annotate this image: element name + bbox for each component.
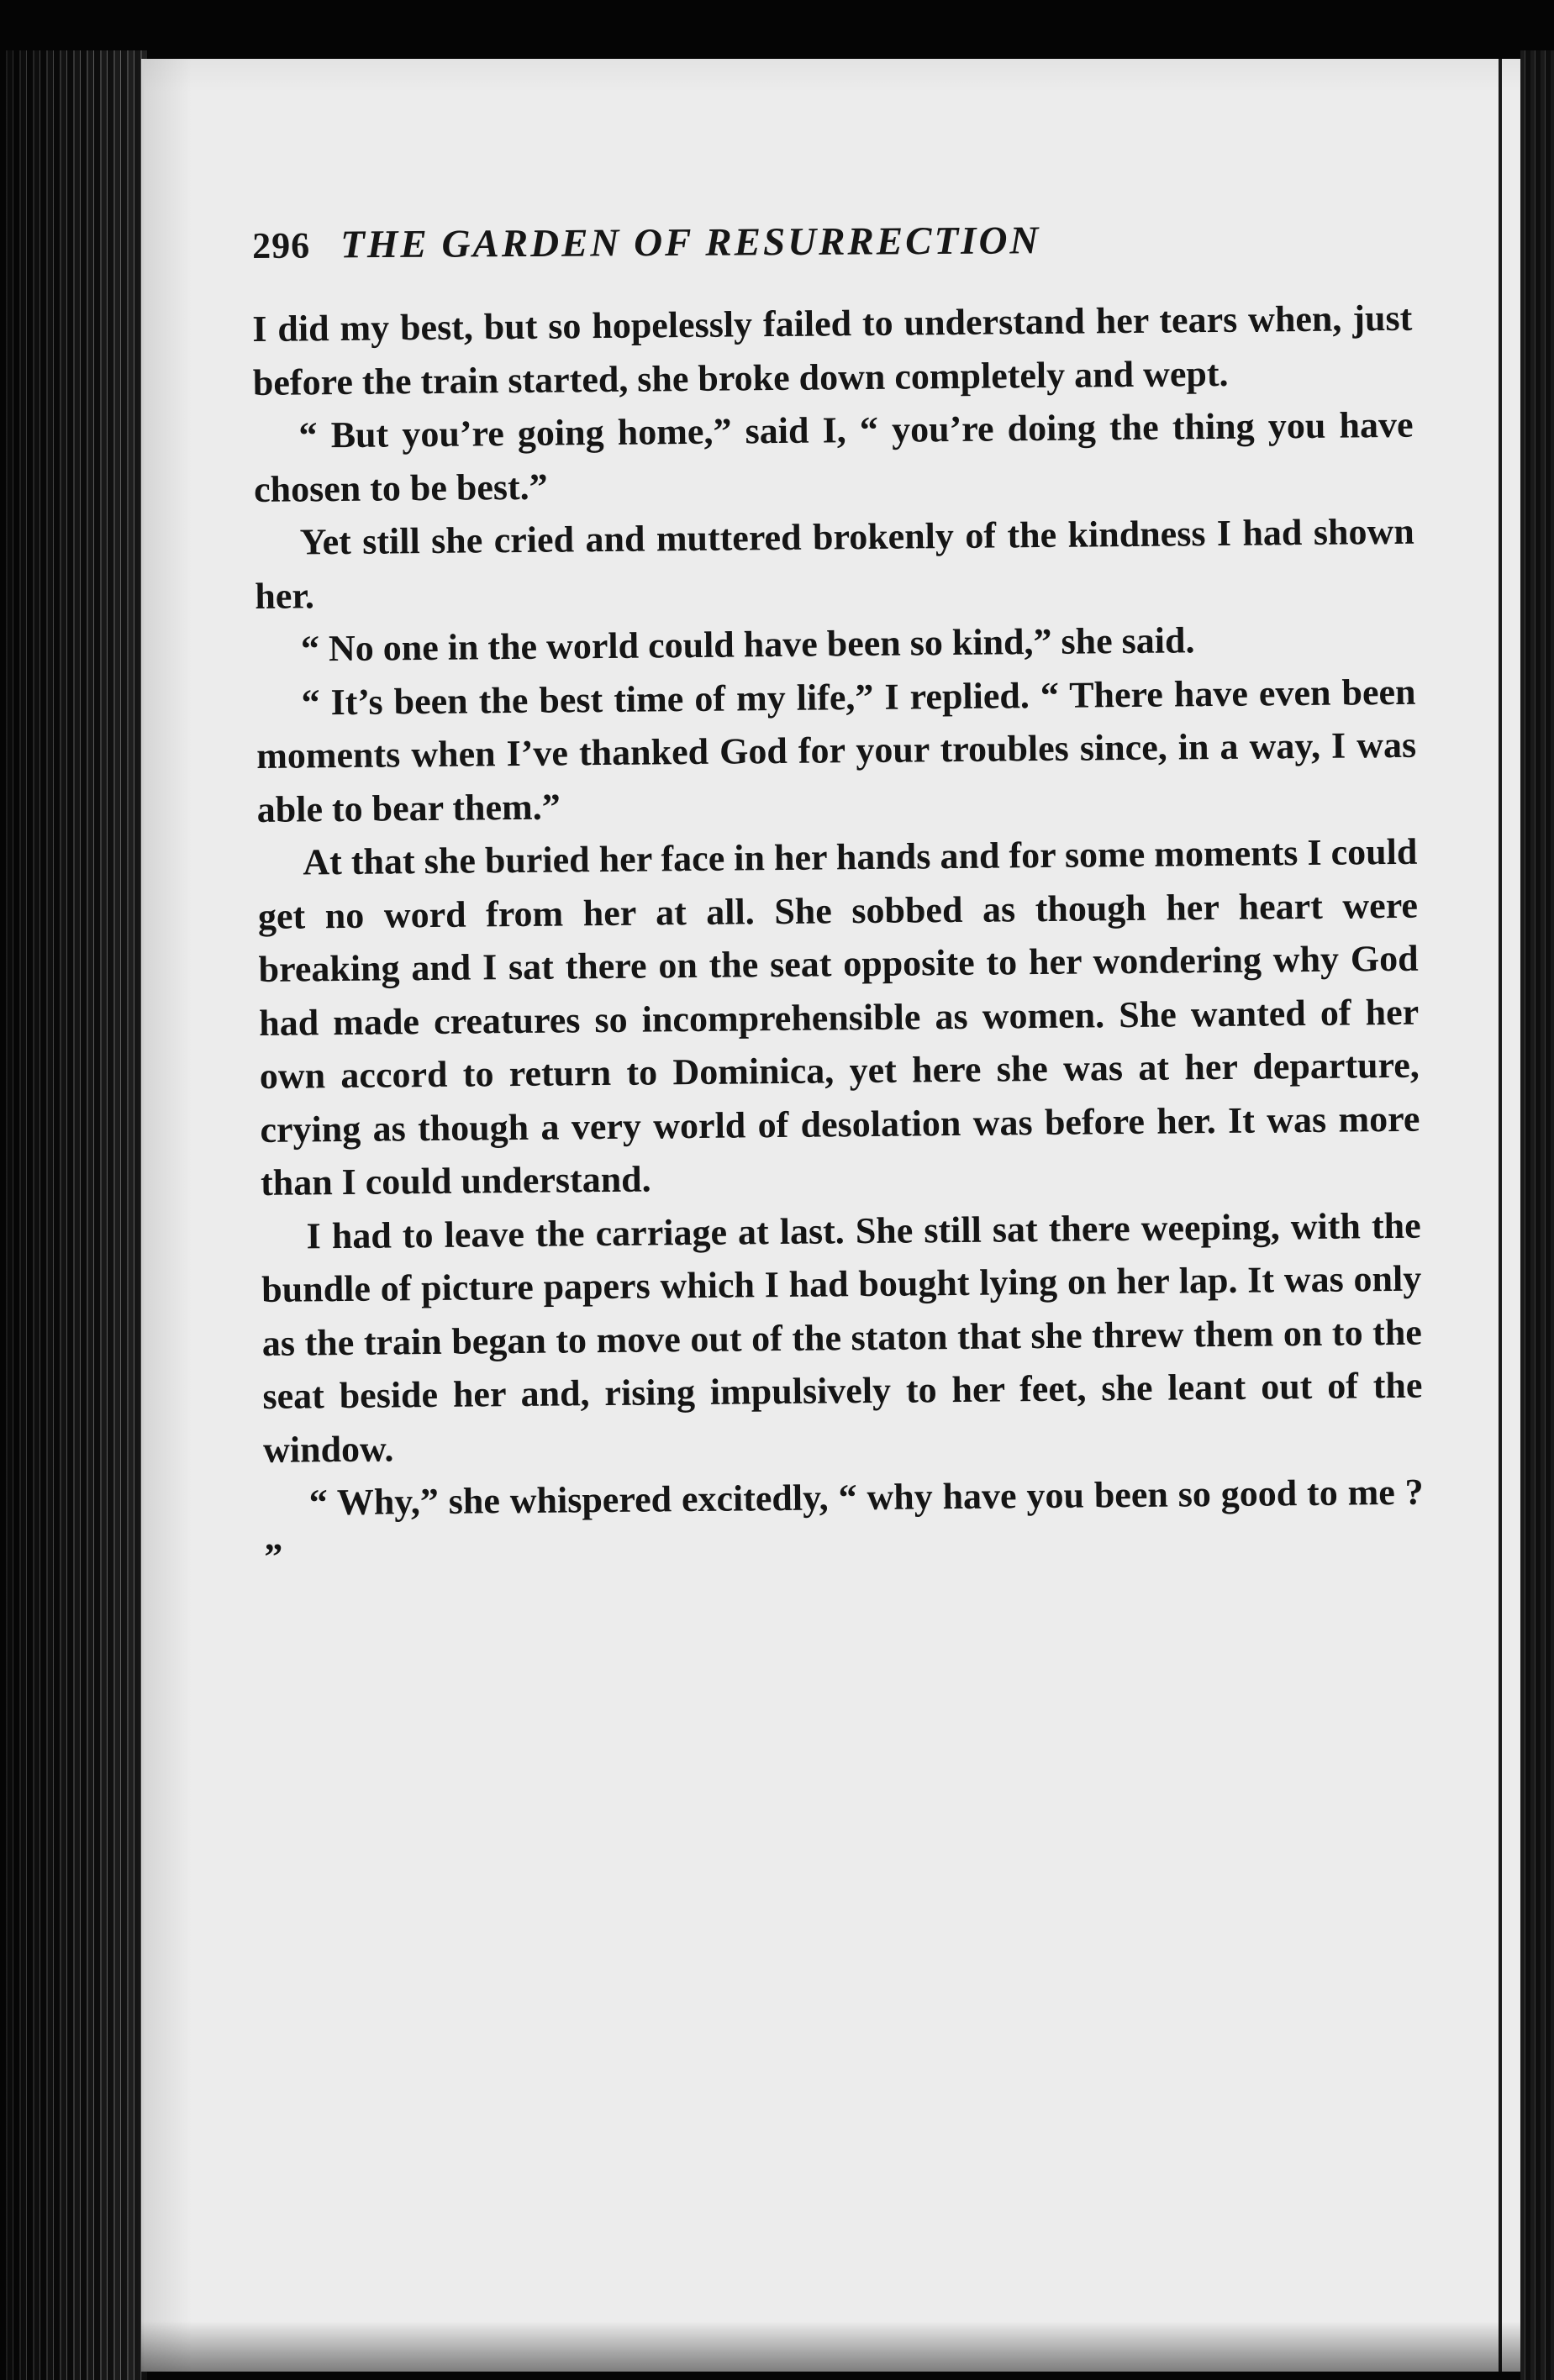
page-bottom-shadow (141, 2321, 1520, 2380)
page-number: 296 (252, 224, 311, 266)
paragraph: I had to leave the carriage at last. She still sat there weeping, with the bundle of picture papers which I had bought lying on her lap. It was only as the train began to move out of the staton that she threw them on to the seat beside her and, rising impulsively to her feet, she leant out of the window. (261, 1204, 1423, 1471)
paragraph: “ But you’re going home,” said I, “ you’re doing the thing you have chosen to be best.” (253, 403, 1414, 510)
running-head (252, 216, 1311, 268)
paragraph: At that she buried her face in her hands and for some moments I could get no word from her at all. She sobbed as though her heart were breaking and I sat there on the seat opposite to her wondering why God had made creatures so incomprehensible as women. She wanted of her own accord to return to Dominica, yet here she was at her departure, crying as though a very world of desolation was before her. It was more than I could understand. (257, 830, 1420, 1203)
scan-right-border (1520, 50, 1554, 2380)
body-text (252, 292, 1425, 1583)
paragraph: Yet still she cried and muttered brokenly of the kindness I had shown her. (255, 510, 1414, 617)
book-title: THE GARDEN OF RESURRECTION (340, 219, 1041, 267)
paragraph: “ It’s been the best time of my life,” I replied. “ There have even been moments when I’ve thanked God for your troubles since, in a way, I was able to bear them.” (255, 671, 1417, 830)
paragraph: I did my best, but so hopelessly failed to understand her tears when, just before the train started, she broke down completely and wept. (252, 297, 1413, 403)
paragraph: “ No one in the world could have been so kind,” she said. (300, 619, 1195, 670)
page-edge-stack (0, 50, 147, 2380)
page-right-rule (1499, 59, 1502, 2372)
paragraph: “ Why,” she whispered excitedly, “ why have you been so good to me ? ” (264, 1471, 1424, 1577)
